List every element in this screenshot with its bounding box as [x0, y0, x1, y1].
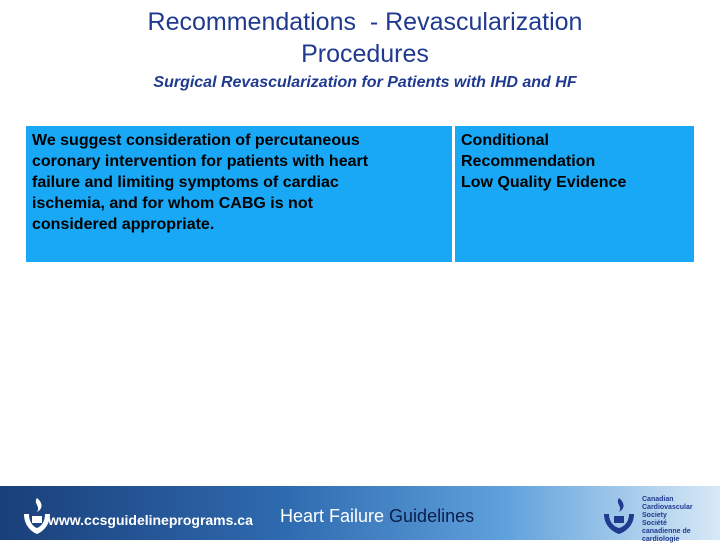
slide-title-line-2: Procedures	[301, 40, 429, 68]
recommendation-grade-line: Recommendation	[461, 153, 596, 170]
footer-label-part-1: Heart Failure	[280, 506, 390, 526]
ccs-flame-heart-logo-icon	[600, 496, 638, 536]
society-name-line: Society	[642, 512, 667, 519]
recommendation-grade-line: Conditional	[461, 132, 549, 149]
society-name-line: Cardiovascular	[642, 504, 693, 511]
footer-program-label	[280, 506, 474, 527]
society-name-line: Canadian	[642, 496, 674, 503]
slide-title	[60, 6, 670, 70]
slide-subtitle: Surgical Revascularization for Patients with IHD and HF	[153, 74, 577, 91]
footer-bar	[0, 486, 720, 543]
recommendation-text-cell	[26, 126, 452, 262]
recommendation-text-line: failure and limiting symptoms of cardiac	[32, 174, 339, 191]
society-name-line: cardiologie	[642, 536, 680, 543]
society-name-line: canadienne de	[642, 528, 691, 535]
society-name	[642, 496, 693, 544]
guidelines-website-url: www.ccsguidelineprograms.ca	[48, 512, 253, 528]
recommendation-table	[26, 126, 694, 262]
slide-title-line-1: Recommendations - Revascularization	[147, 8, 583, 36]
recommendation-grade-cell	[455, 126, 694, 262]
recommendation-grade-line: Low Quality Evidence	[461, 174, 627, 191]
footer-label-part-2: Guidelines	[389, 506, 475, 526]
recommendation-text-line: ischemia, and for whom CABG is not	[32, 195, 313, 212]
society-name-line: Société	[642, 520, 667, 527]
recommendation-text-line: coronary intervention for patients with heart	[32, 153, 369, 170]
recommendation-text-line: considered appropriate.	[32, 216, 215, 233]
recommendation-text-line: We suggest consideration of percutaneous	[32, 132, 360, 149]
